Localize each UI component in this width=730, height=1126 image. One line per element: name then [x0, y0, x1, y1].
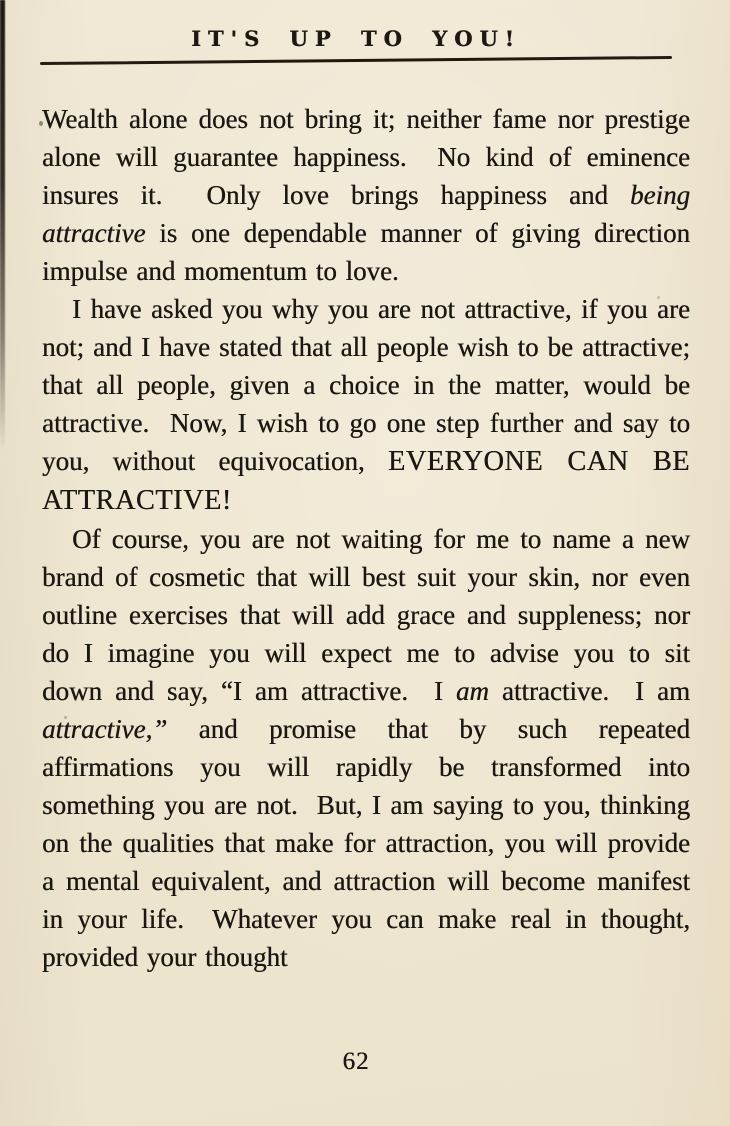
text-segment-italic: am — [455, 676, 489, 706]
text-segment: attractive. I am — [488, 676, 699, 706]
page-number: 62 — [342, 1048, 370, 1075]
paragraph — [42, 100, 699, 290]
text-segment: is one dependable manner of giving direction impulse and momentum to love. — [42, 218, 699, 286]
paragraph-container — [42, 100, 699, 976]
text-segment: Wealth alone does not bring it; neither fame nor prestige alone will guarantee happiness. No kind of eminence insures it. Only love brings happiness and — [42, 104, 699, 210]
text-segment: Of course, you are not waiting for me to name a new brand of cosmetic that will best suit your skin, nor even outline exercises that will add grace and suppleness; nor do I imagine you will expect me to advise you to sit down and say, “I am attractive. I — [42, 524, 699, 706]
text-segment: I have asked you why you are not attractive, if you are not; and I have stated that all people wish to be attractive; that all people, given a choice in the matter, would be attractive. Now, I wish to go one step further and say to you, without equivocation, — [42, 294, 699, 476]
text-segment-italic: being attractive — [42, 180, 699, 248]
header-rule — [40, 56, 672, 65]
text-segment-italic: attractive,” — [42, 714, 168, 744]
scan-edge-shadow — [0, 0, 5, 450]
paragraph — [42, 520, 699, 976]
running-head-title: IT'S UP TO YOU! — [191, 26, 521, 51]
paragraph — [42, 290, 699, 520]
text-segment-caps: EVERYONE CAN BE ATTRACTIVE! — [42, 446, 699, 516]
text-segment: and promise that by such repeated affirmations you will rapidly be transformed into something you are not. But, I am saying to you, thinking on the qualities that make for attraction, you will provide a mental equivalent, and attraction will become manifest in your life. Whatever you can make real in thought, provided your thought — [42, 714, 699, 972]
